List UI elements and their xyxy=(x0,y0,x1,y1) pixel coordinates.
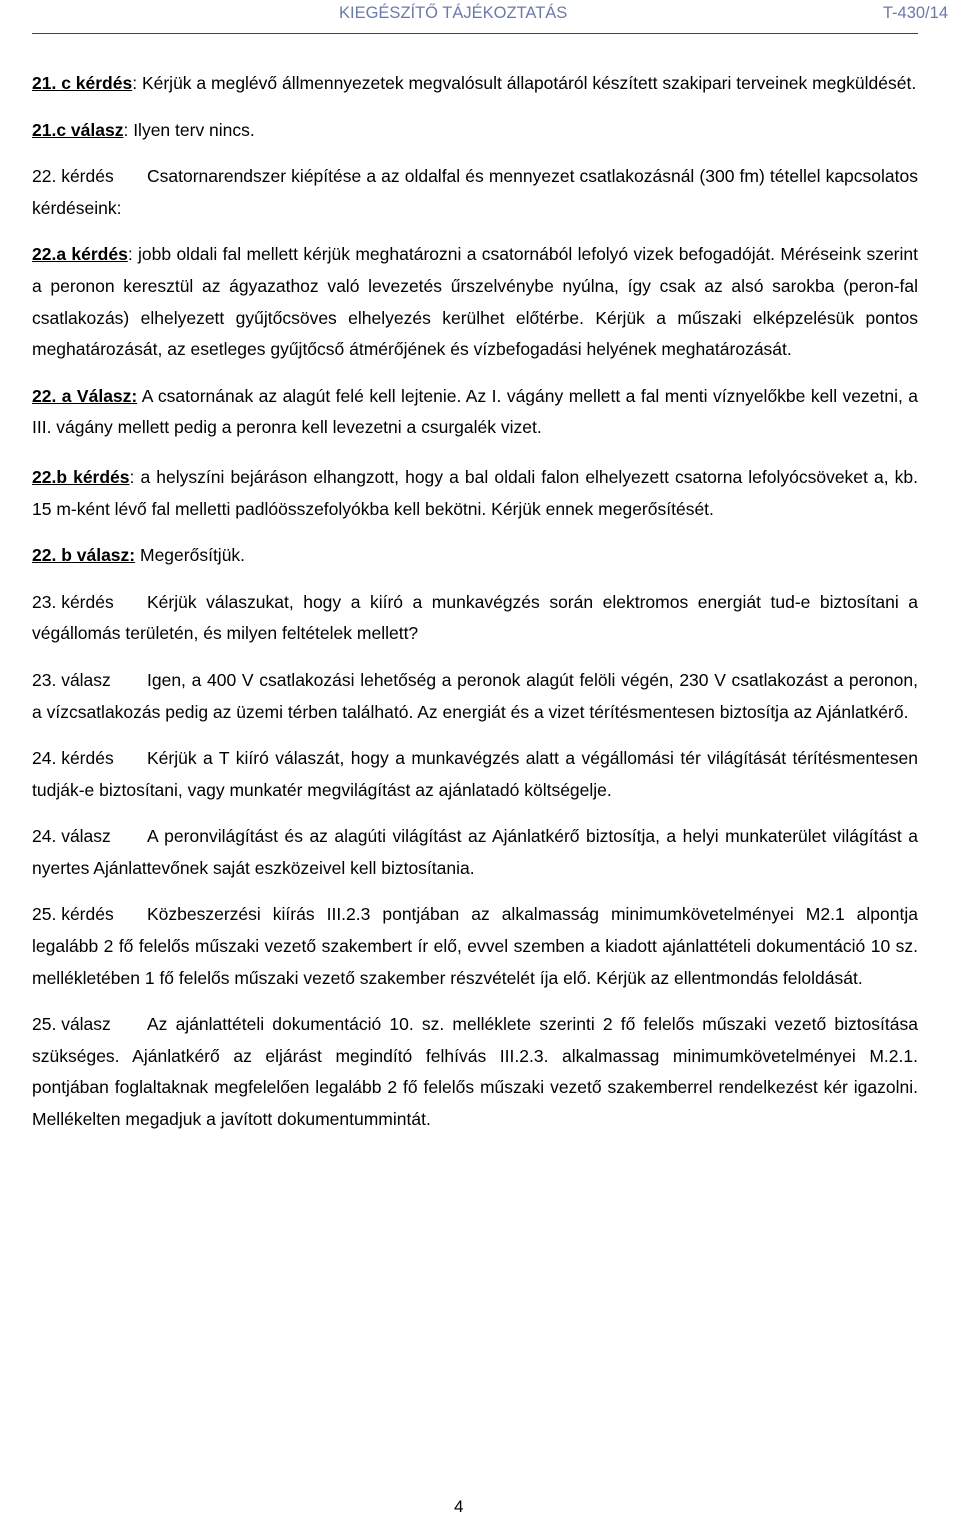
question-25-text: Közbeszerzési kiírás III.2.3 pontjában az alkalmasság minimumkövetelményei M2.1 alpontja legalább 2 fő felelős műszaki vezető szakembert ír elő, evvel szemben a kiadott ajánlattételi dokumentáció 10 sz. mellékletében 1 fő felelős műszaki vezető szakember részvételét íja elő. Kérjük az ellentmondás feloldását. xyxy=(32,904,918,988)
answer-23-label: 23. válasz xyxy=(32,669,111,690)
answer-21c xyxy=(32,115,918,147)
question-25 xyxy=(32,899,918,994)
question-22b-text-2: Kérjük ennek megerősítését. xyxy=(491,498,714,519)
answer-25-text: Az ajánlattételi dokumentáció 10. sz. melléklete szerinti 2 fő felelős műszaki vezető biztosítása szükséges. Ajánlatkérő az eljárást megindító felhívás III.2.3. alkalmassag minimumkövetelményei M.2.1. pontjában foglaltaknak megfelelően legalább 2 fő felelős műszaki vezető szakemberrel rendelkezést kér igazolni. Mellékelten megadjuk a javított dokumentummintát. xyxy=(32,1014,918,1130)
header-title: KIEGÉSZÍTŐ TÁJÉKOZTATÁS xyxy=(339,4,568,22)
question-25-label: 25. kérdés xyxy=(32,904,114,925)
question-22b-label: 22.b kérdés xyxy=(32,466,130,487)
question-24-label: 24. kérdés xyxy=(32,748,114,769)
answer-24 xyxy=(32,821,918,884)
question-23 xyxy=(32,587,918,650)
question-22a xyxy=(32,239,918,365)
question-21c-text: : Kérjük a meglévő állmennyezetek megvalósult állapotáról készített szakipari terveinek megküldését. xyxy=(132,73,917,93)
answer-24-text: A peronvilágítást és az alagúti világítást az Ajánlatkérő biztosítja, a helyi munkaterület világítást a nyertes Ajánlattevőnek saját eszközeivel kell biztosítania. xyxy=(32,826,918,878)
answer-22b-text: Megerősítjük. xyxy=(140,545,246,566)
question-23-label: 23. kérdés xyxy=(32,591,114,612)
answer-22a-label: 22. a Válasz: xyxy=(32,385,138,406)
question-22a-text-3: Kérjük a műszaki elképzelésük pontos meghatározását, az esetleges gyűjtőcső átmérőjének és vízbefogadási helyének meghatározását. xyxy=(32,307,919,360)
answer-25 xyxy=(32,1009,918,1135)
question-21c xyxy=(32,68,918,100)
question-22a-text-1: : jobb oldali fal mellett kérjük meghatározni a csatornából lefolyó vizek befogadóját. xyxy=(127,244,776,265)
answer-23 xyxy=(32,665,918,728)
question-22a-text-2: Méréseink szerint a peronon keresztül az ágyazathoz való levezetés űrszelvénybe nyúlna, így csak az alsó sarokba (peron-fal csatlakozás) elhelyezett gyűjtőcsöves elhelyezés kerülhet előtérbe. xyxy=(32,244,918,328)
question-22b-text-1: : a helyszíni bejáráson elhangzott, hogy a bal oldali falon elhelyezett csatorna lefolyócsöveket a, kb. 15 m-ként lévő fal melletti padlóösszefolyókba kell bekötni. xyxy=(32,466,918,519)
answer-22b-label: 22. b válasz: xyxy=(32,545,136,566)
page-header xyxy=(0,4,960,26)
question-24-text: Kérjük a T kiíró válaszát, hogy a munkavégzés alatt a végállomási tér világítását térítésmentesen tudják-e biztosítani, vagy munkatér megvilágítást az ajánlatadó költségelje. xyxy=(32,748,918,800)
header-doc-number: T-430/14 xyxy=(882,4,948,22)
question-22b xyxy=(32,462,918,525)
answer-22a xyxy=(32,381,918,444)
page-number: 4 xyxy=(454,1497,464,1516)
header-rule xyxy=(32,33,918,34)
answer-21c-text: : Ilyen terv nincs. xyxy=(123,119,255,140)
question-24 xyxy=(32,743,918,806)
answer-22a-text: A csatornának az alagút felé kell lejtenie. Az I. vágány mellett a fal menti víznyelőkbe kell vezetni, a III. vágány mellett pedig a peronra kell levezetni a csurgalék vizet. xyxy=(32,385,919,438)
answer-23-text: Igen, a 400 V csatlakozási lehetőség a peronok alagút felöli végén, 230 V csatlakozást a peronon, a vízcsatlakozás pedig az üzemi térben található. Az energiát és a vizet térítésmentesen biztosítja az Ajánlatkérő. xyxy=(32,669,918,722)
document-body xyxy=(32,68,918,1136)
question-22-text: Csatornarendszer kiépítése a az oldalfal és mennyezet csatlakozásnál (300 fm) tétellel kapcsolatos kérdéseink: xyxy=(32,166,918,218)
answer-24-label: 24. válasz xyxy=(32,826,111,847)
question-22 xyxy=(32,161,918,224)
answer-25-label: 25. válasz xyxy=(32,1014,111,1035)
answer-21c-label: 21.c válasz xyxy=(32,119,124,140)
question-23-text: Kérjük válaszukat, hogy a kiíró a munkavégzés során elektromos energiát tud-e biztosítani a végállomás területén, és milyen feltételek mellett? xyxy=(32,591,918,644)
answer-22b xyxy=(32,540,918,572)
question-22a-label: 22.a kérdés xyxy=(32,244,128,265)
question-21c-label: 21. c kérdés xyxy=(32,73,133,93)
question-22-label: 22. kérdés xyxy=(32,166,114,187)
